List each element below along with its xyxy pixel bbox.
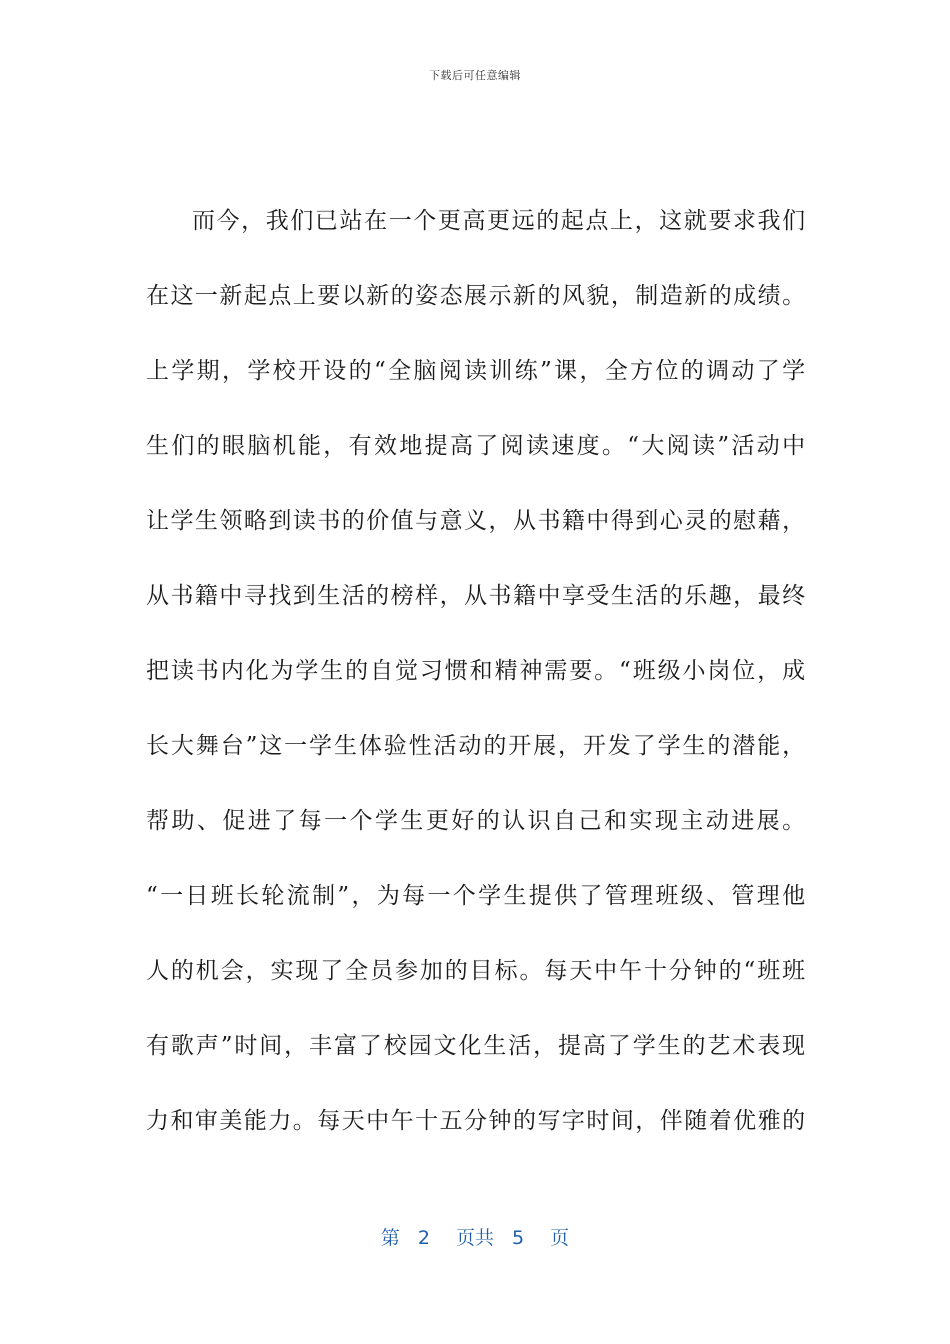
paragraph-line: 有歌声”时间，丰富了校园文化生活，提高了学生的艺术表现 (146, 1033, 806, 1059)
paragraph-line: 生们的眼脑机能，有效地提高了阅读速度。“大阅读”活动中 (146, 433, 806, 459)
document-body (146, 201, 806, 1176)
footer-suffix: 页 (550, 1227, 570, 1249)
paragraph-line: 帮助、促进了每一个学生更好的认识自己和实现主动进展。 (146, 808, 806, 834)
page-footer (0, 1223, 950, 1250)
paragraph-line: 力和审美能力。每天中午十五分钟的写字时间，伴随着优雅的 (146, 1108, 806, 1134)
paragraph-line: “一日班长轮流制”，为每一个学生提供了管理班级、管理他 (146, 883, 806, 909)
paragraph-line: 上学期，学校开设的“全脑阅读训练”课，全方位的调动了学 (146, 358, 806, 384)
paragraph-line: 让学生领略到读书的价值与意义，从书籍中得到心灵的慰藉， (146, 508, 806, 534)
footer-current-page: 2 (417, 1227, 430, 1249)
footer-prefix: 第 (380, 1227, 400, 1249)
paragraph-line: 在这一新起点上要以新的姿态展示新的风貌，制造新的成绩。 (146, 283, 806, 309)
header-note: 下载后可任意编辑 (429, 69, 521, 82)
paragraph-line: 而今，我们已站在一个更高更远的起点上，这就要求我们 (192, 208, 806, 234)
footer-total-pages: 5 (512, 1227, 525, 1249)
paragraph-line: 从书籍中寻找到生活的榜样，从书籍中享受生活的乐趣，最终 (146, 583, 806, 609)
paragraph-line: 长大舞台”这一学生体验性活动的开展，开发了学生的潜能， (146, 733, 806, 759)
paragraph-line: 人的机会，实现了全员参加的目标。每天中午十分钟的“班班 (146, 958, 806, 984)
footer-middle: 页共 (455, 1227, 494, 1249)
paragraph-line: 把读书内化为学生的自觉习惯和精神需要。“班级小岗位，成 (146, 658, 806, 684)
